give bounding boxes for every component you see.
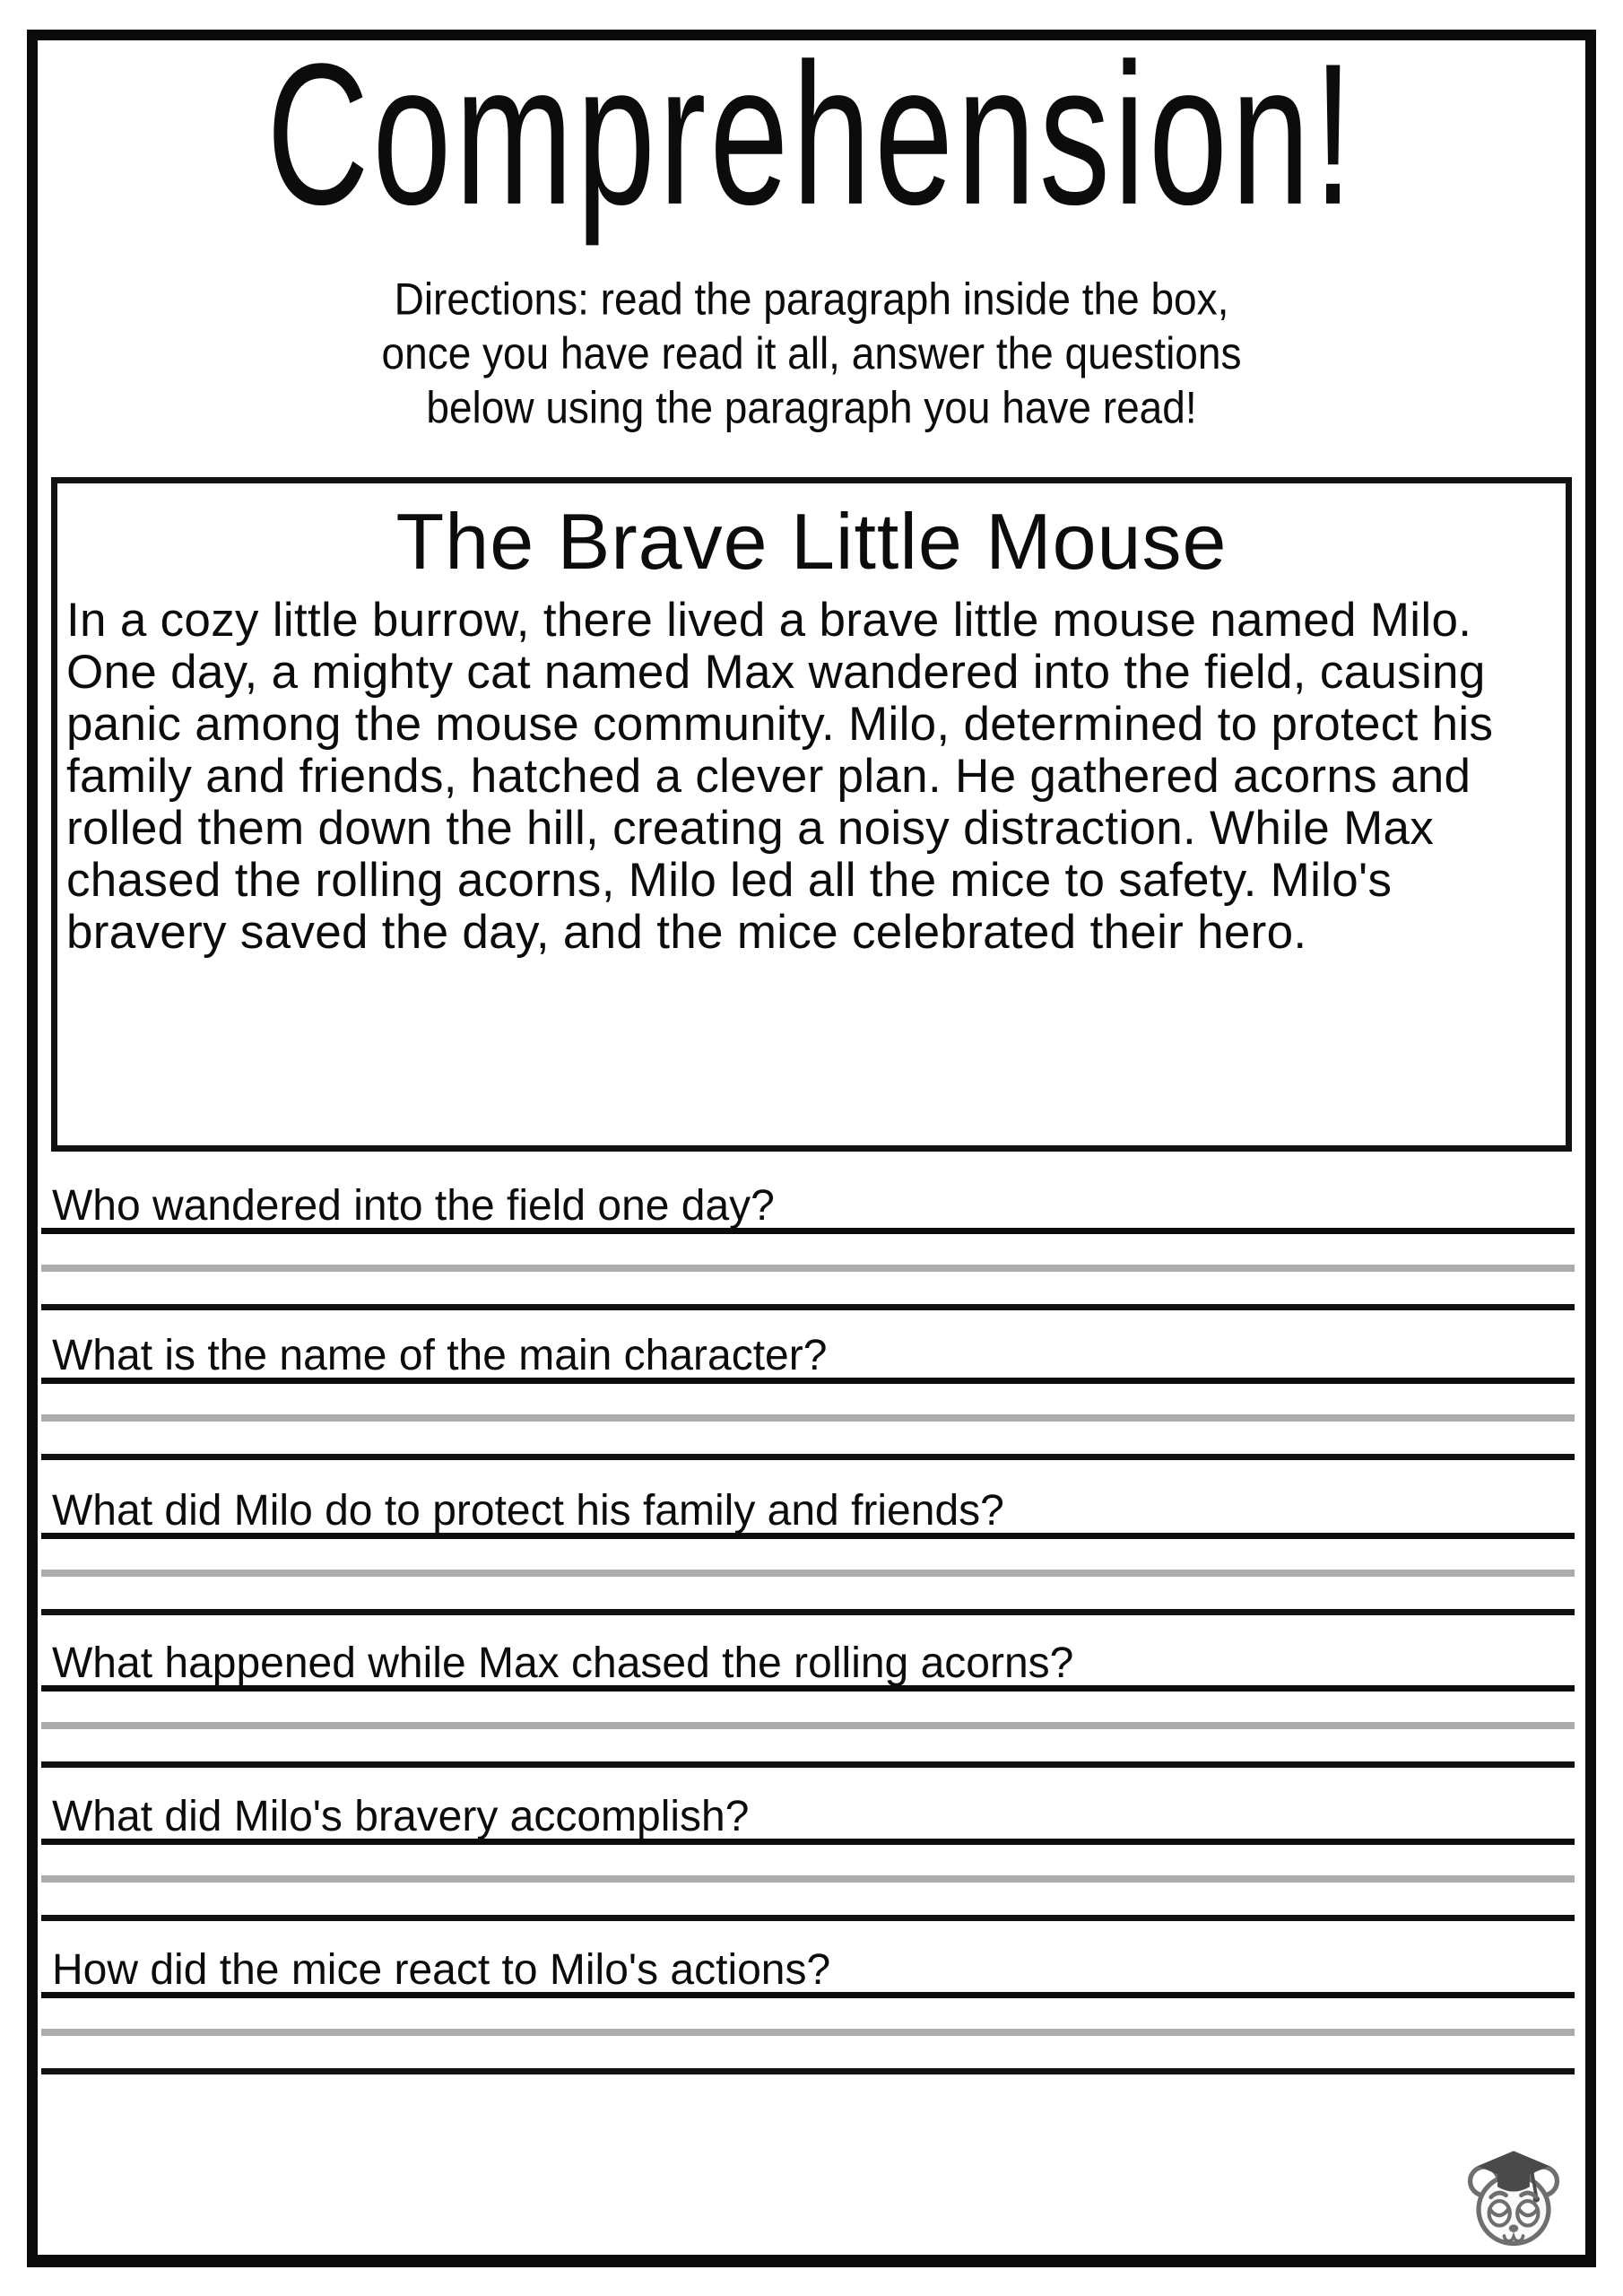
question-text-line [41, 1328, 1575, 1384]
answer-line-gray [41, 1265, 1575, 1272]
question-text-line [41, 1943, 1575, 1998]
question-block-5 [41, 1789, 1575, 1921]
question-text-line [41, 1483, 1575, 1539]
question-block-4 [41, 1636, 1575, 1768]
question-block-6 [41, 1943, 1575, 2074]
question-text-line [41, 1789, 1575, 1845]
worksheet-title: Comprehension! [266, 22, 1357, 248]
answer-line-black [41, 1304, 1575, 1310]
answer-line-black [41, 1761, 1575, 1768]
answer-line-gray [41, 2029, 1575, 2036]
question-text: How did the mice react to Milo's actions? [52, 1946, 831, 1994]
answer-line-black [41, 1609, 1575, 1615]
question-text: What happened while Max chased the rolling acorns? [52, 1639, 1074, 1687]
graduate-panda-icon [1462, 2147, 1566, 2253]
story-paragraph: In a cozy little burrow, there lived a brave little mouse named Milo. One day, a mighty cat named Max wandered into the field, causing panic among the mouse community. Milo, determined to protect his family and friends, hatched a clever plan. He gathered acorns and rolled them down the hill, creating a noisy distraction. While Max chased the rolling acorns, Milo led all the mice to safety. Milo's bravery saved the day, and the mice celebrated their hero. [66, 594, 1494, 959]
answer-line-gray [41, 1875, 1575, 1883]
directions-line: once you have read it all, answer the questions [381, 327, 1242, 378]
directions-line: below using the paragraph you have read! [426, 382, 1197, 433]
question-text: What did Milo do to protect his family and friends? [52, 1487, 1004, 1535]
question-block-3 [41, 1483, 1575, 1615]
question-text: What did Milo's bravery accomplish? [52, 1793, 750, 1840]
question-block-1 [41, 1178, 1575, 1310]
question-text-line [41, 1178, 1575, 1234]
question-text: What is the name of the main character? [52, 1332, 828, 1379]
story-title: The Brave Little Mouse [395, 497, 1228, 586]
answer-line-black [41, 2068, 1575, 2074]
answer-line-gray [41, 1414, 1575, 1422]
story-box [51, 477, 1572, 1152]
question-text-line [41, 1636, 1575, 1692]
question-text: Who wandered into the field one day? [52, 1182, 775, 1230]
answer-line-gray [41, 1722, 1575, 1729]
answer-line-black [41, 1454, 1575, 1460]
question-block-2 [41, 1328, 1575, 1460]
directions-line: Directions: read the paragraph inside the box, [394, 274, 1229, 325]
answer-line-gray [41, 1570, 1575, 1577]
directions-text [0, 272, 1623, 434]
answer-line-black [41, 1915, 1575, 1921]
